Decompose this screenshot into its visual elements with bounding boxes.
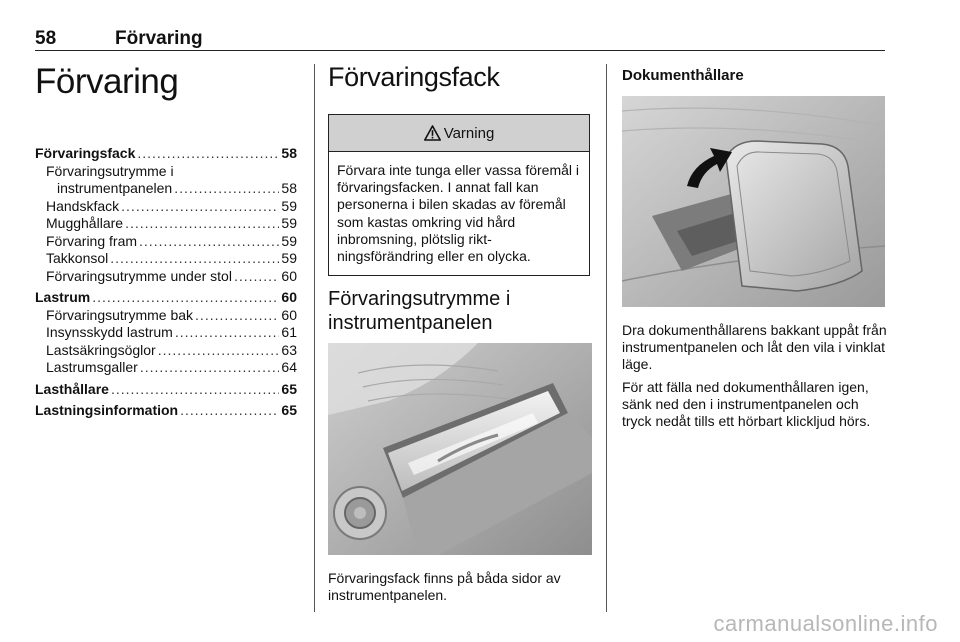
toc-entry: [35, 307, 297, 325]
toc-entry: [35, 215, 297, 233]
toc-label: Förvaringsutrymme bak: [46, 306, 194, 323]
warning-heading: Varning: [443, 124, 495, 142]
warning-text: Förvara inte tunga eller vassa föremål i förvaringsfacken. I annat fall kan personerna i bilen skadas av föremål som kastas omkring vid hård inbromsning, plötslig riktningsförändring eller en olycka.: [337, 162, 579, 265]
toc-page: 61: [281, 324, 297, 340]
glovebox-caption: Förvaringsfack finns på båda sidor av instrumentpanelen.: [328, 570, 561, 604]
toc-label: Lastrum: [35, 289, 91, 305]
toc-page: 60: [281, 267, 297, 284]
toc-entry: [35, 268, 297, 286]
toc-entry: [35, 342, 297, 360]
toc-entry: [35, 145, 297, 163]
header-title: Förvaring: [115, 28, 203, 49]
toc-leader: [175, 324, 280, 342]
toc-leader: [174, 180, 279, 198]
watermark: carmanualsonline.info: [713, 611, 938, 636]
toc-page: 58: [281, 180, 297, 196]
toc-page: 65: [281, 380, 297, 397]
toc-entry: [35, 289, 297, 307]
glovebox-illustration: [328, 343, 592, 555]
toc-entry: [35, 180, 297, 198]
toc-label: Lastrumsgaller: [46, 359, 138, 375]
toc-page: 59: [281, 250, 297, 266]
toc-page: 59: [281, 232, 297, 249]
toc-leader: [195, 307, 279, 325]
toc-entry: [35, 163, 297, 181]
toc-page: 59: [281, 215, 297, 231]
toc-entry: [35, 233, 297, 251]
column-divider: [314, 64, 315, 612]
document-holder-illustration: [622, 96, 885, 307]
toc-page: 60: [281, 289, 297, 305]
toc-label: Lastsäkringsöglor: [46, 341, 156, 358]
toc-leader: [139, 233, 279, 251]
toc-label: Förvaringsutrymme under stol: [46, 267, 232, 284]
toc-leader: [180, 402, 279, 420]
toc-label: Takkonsol: [46, 250, 109, 266]
toc-leader: [110, 250, 279, 268]
toc-entry: [35, 402, 297, 420]
toc-label: Lastningsinformation: [35, 402, 179, 418]
warning-header: [329, 115, 589, 152]
column-divider: [606, 64, 607, 612]
toc-label: Förvaring fram: [46, 232, 138, 249]
page-number: 58: [35, 28, 57, 49]
page-header: [35, 28, 885, 51]
warning-box: [328, 114, 590, 276]
table-of-contents: [35, 145, 297, 420]
chapter-title: Förvaring: [35, 62, 179, 101]
toc-entry: [35, 198, 297, 216]
toc-leader: [92, 289, 279, 307]
toc-page: 59: [281, 197, 297, 214]
toc-page: 63: [281, 341, 297, 358]
toc-label: Insynsskydd lastrum: [46, 324, 173, 340]
section-title: Förvaringsfack: [328, 62, 500, 92]
toc-leader: [137, 145, 279, 163]
toc-page: 64: [281, 359, 297, 375]
toc-label: Förvaringsutrymme i: [46, 162, 174, 179]
toc-label: Lasthållare: [35, 380, 109, 397]
toc-entry: [35, 250, 297, 268]
subsection-title: Förvaringsutrymme i instrumentpanelen: [328, 288, 511, 334]
toc-leader: [158, 342, 280, 360]
toc-entry: [35, 381, 297, 399]
toc-label: Mugghållare: [46, 215, 124, 231]
toc-label: Förvaringsfack: [35, 145, 136, 161]
document-holder-paragraph-1: Dra dokumenthållarens bakkant uppåt från instrumentpanelen och låt den vila i vinklat läge.: [622, 322, 887, 373]
toc-page: 60: [281, 306, 297, 323]
toc-leader: [111, 381, 279, 399]
toc-entry: [35, 324, 297, 342]
document-holder-paragraph-2: För att fälla ned dokumenthållaren igen, sänk ned den i instrumentpanelen och tryck nedåt tills ett hörbart klickljud hörs.: [622, 379, 871, 430]
toc-leader: [121, 198, 279, 216]
toc-label: instrumentpanelen: [57, 180, 173, 196]
warning-triangle-icon: [424, 125, 441, 141]
document-holder-title: Dokumenthållare: [622, 67, 744, 84]
toc-leader: [234, 268, 279, 286]
toc-leader: [140, 359, 280, 377]
toc-page: 65: [281, 402, 297, 418]
toc-leader: [125, 215, 279, 233]
toc-label: Handskfack: [46, 197, 120, 214]
toc-entry: [35, 359, 297, 377]
toc-page: 58: [281, 145, 297, 161]
